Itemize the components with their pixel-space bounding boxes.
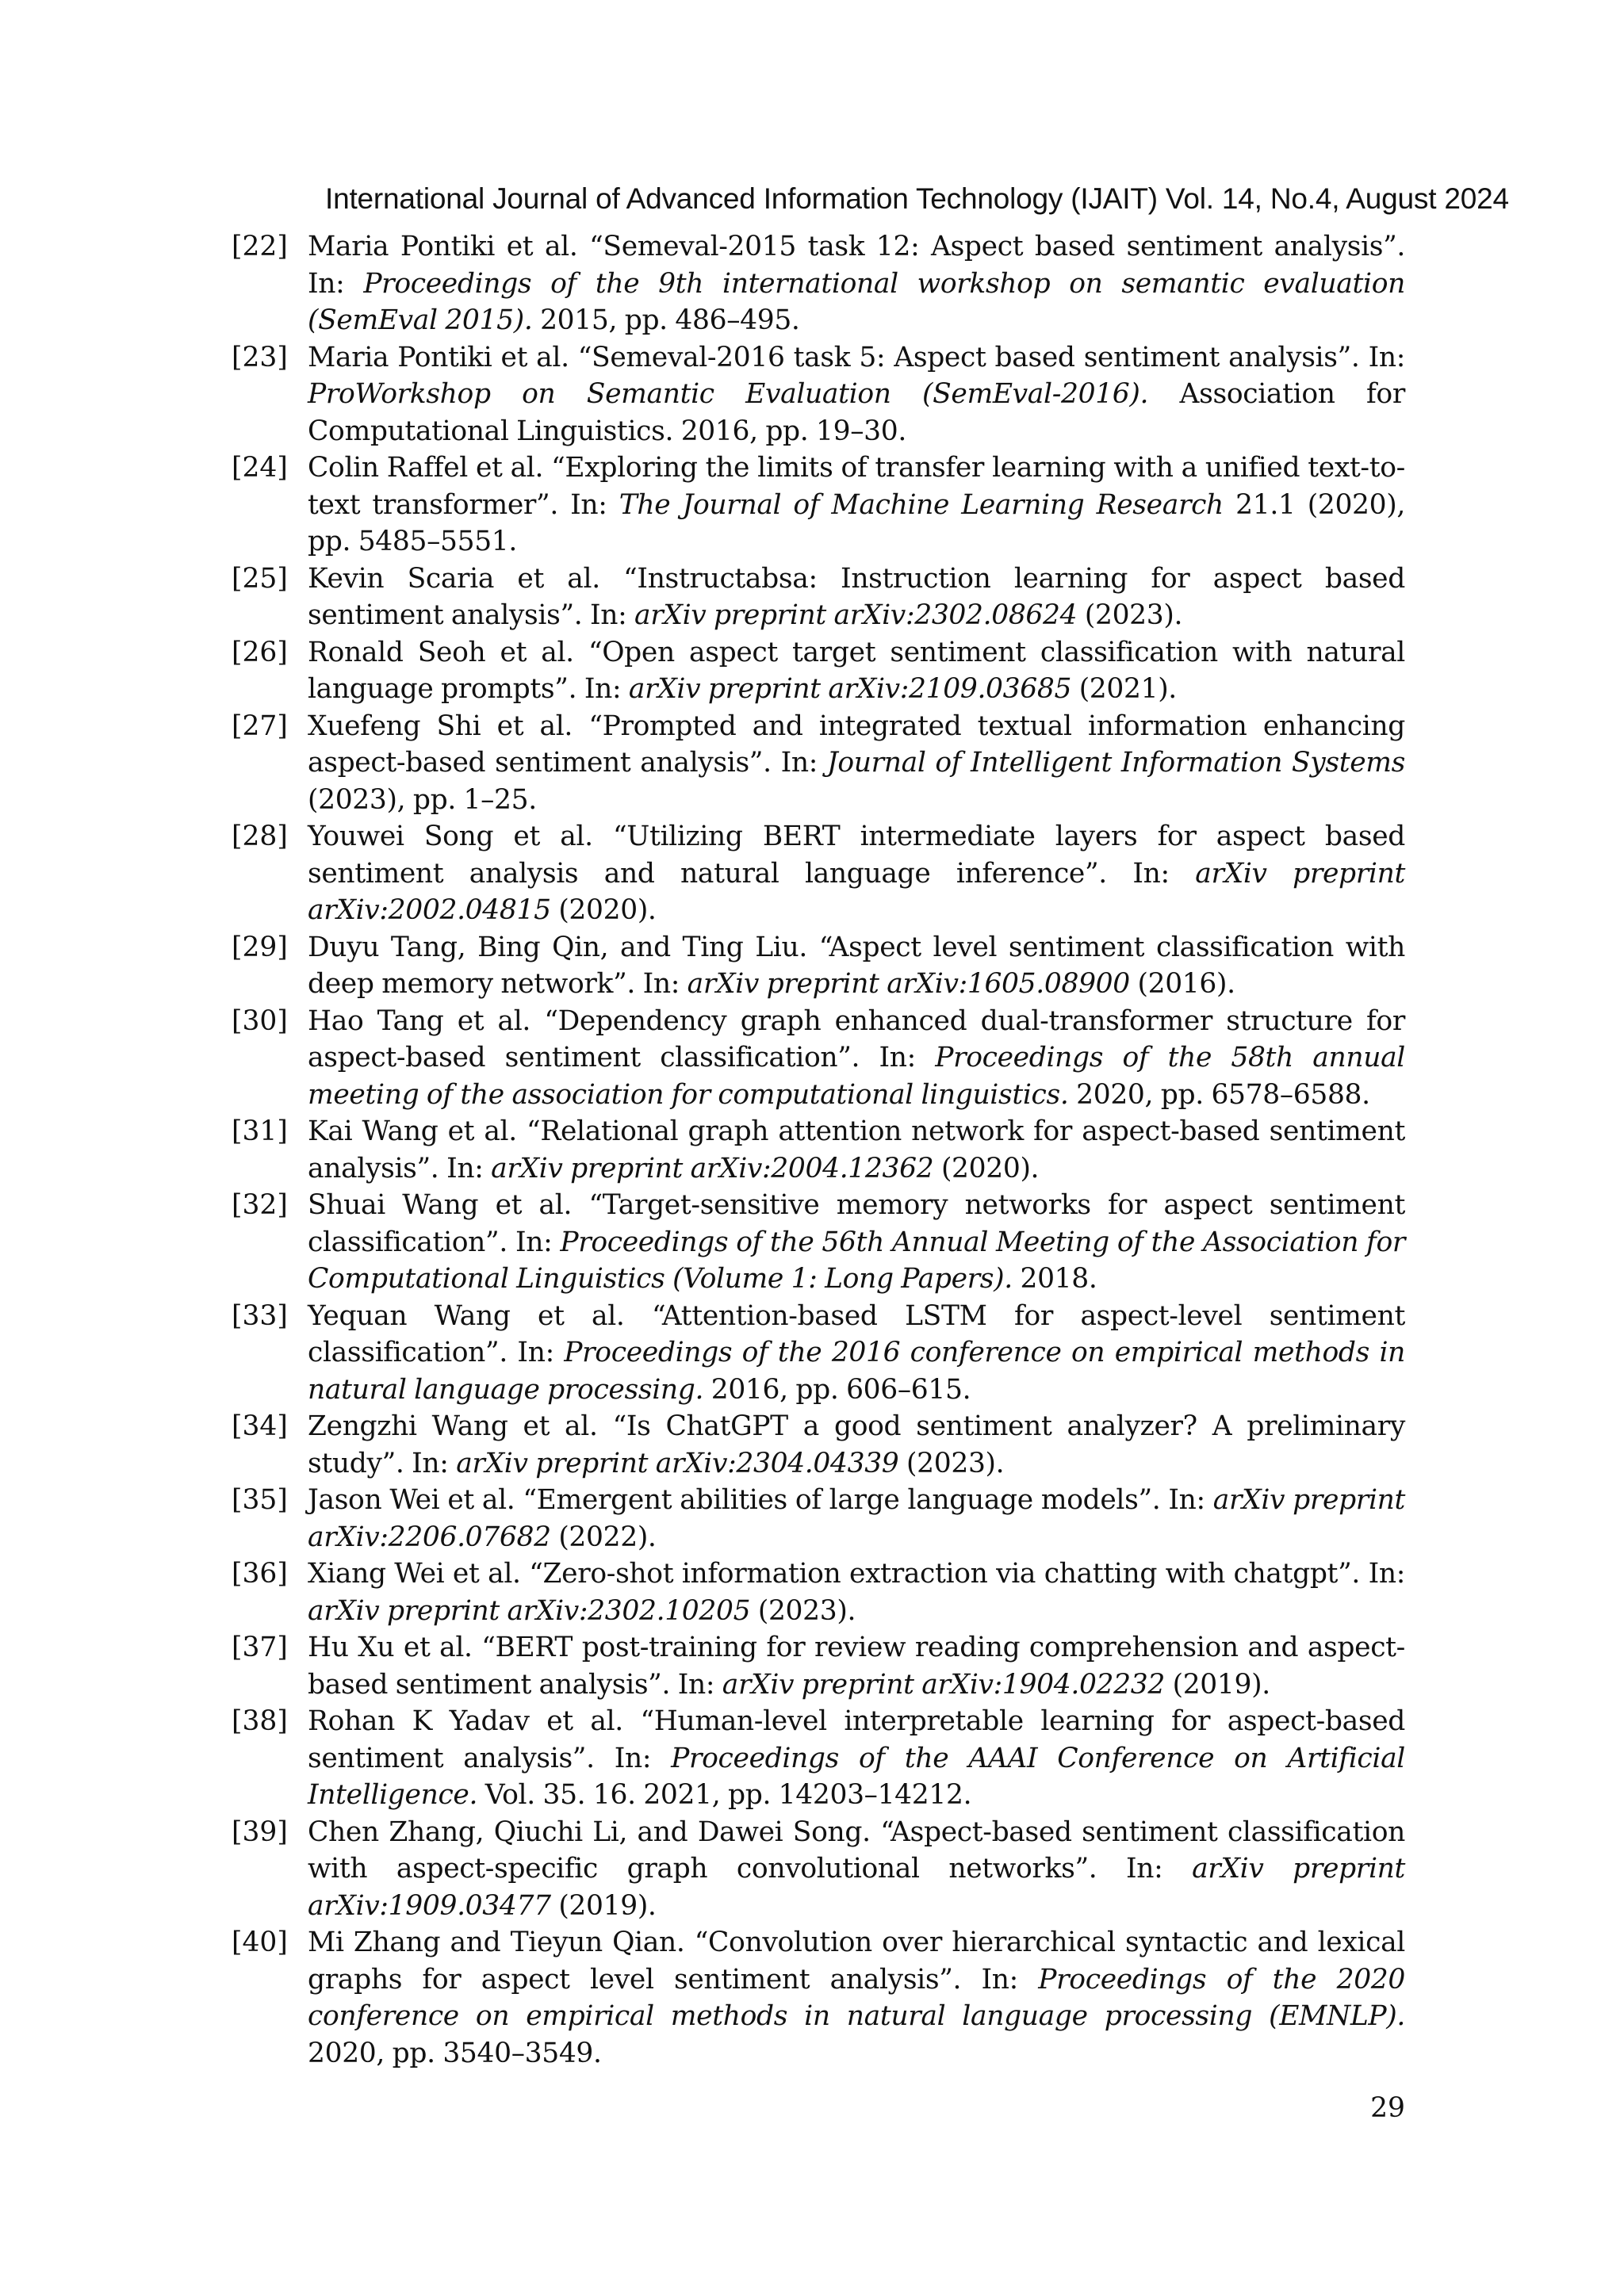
reference-in-label: In: <box>515 1226 553 1258</box>
reference-in-label: In: <box>412 1447 449 1479</box>
reference-venue: arXiv preprint arXiv:2302.08624 <box>634 599 1078 631</box>
reference-authors: Zengzhi Wang et al. <box>308 1410 598 1442</box>
reference-number: [36] <box>232 1558 288 1590</box>
reference-item <box>232 1003 1405 1114</box>
reference-venue: ProWorkshop on Semantic Evaluation (SemEval-2016). <box>308 378 1149 410</box>
reference-in-label: In: <box>642 968 680 1000</box>
reference-text <box>308 818 1405 929</box>
reference-number: [39] <box>232 1816 288 1848</box>
reference-item <box>232 228 1405 339</box>
reference-in-label: In: <box>614 1742 652 1774</box>
reference-authors: Xuefeng Shi et al. <box>308 710 573 742</box>
reference-title: “Utilizing BERT intermediate layers for aspect based sentiment analysis and natural language inference”. <box>308 821 1405 890</box>
reference-in-label: In: <box>308 267 345 300</box>
reference-venue: arXiv preprint arXiv:2109.03685 <box>628 673 1072 705</box>
reference-venue: Proceedings of the 2016 conference on empirical methods in natural language processing. <box>308 1337 1406 1406</box>
reference-title: “Target-sensitive memory networks for aspect sentiment classification”. <box>308 1189 1406 1258</box>
reference-title: “Attention-based LSTM for aspect-level sentiment classification”. <box>308 1299 1406 1368</box>
reference-title: “Semeval-2015 task 12: Aspect based sentiment analysis”. <box>589 231 1406 262</box>
reference-details: (2019). <box>558 1889 657 1922</box>
reference-item <box>232 1298 1405 1409</box>
reference-text <box>308 339 1405 450</box>
reference-number: [31] <box>232 1115 288 1147</box>
reference-authors: Hu Xu et al. <box>308 1632 473 1663</box>
reference-item <box>232 339 1405 450</box>
reference-item <box>232 1187 1405 1298</box>
reference-title: “Convolution over hierarchical syntactic and lexical graphs for aspect level sentiment analysis”. <box>308 1927 1405 1996</box>
reference-number: [28] <box>232 821 288 852</box>
reference-details: (2020). <box>558 894 657 926</box>
reference-in-label: In: <box>677 1668 715 1701</box>
reference-text <box>308 228 1405 339</box>
reference-venue: arXiv preprint arXiv:1904.02232 <box>722 1668 1165 1701</box>
running-header: International Journal of Advanced Information Technology (IJAIT) Vol. 14, No.4, August 2024 <box>325 182 1509 215</box>
reference-item <box>232 818 1405 929</box>
reference-details: (2022). <box>558 1521 657 1553</box>
reference-text <box>308 1187 1405 1298</box>
reference-in-label: In: <box>584 673 622 705</box>
reference-details: Association for Computational Linguistics. 2016, pp. 19–30. <box>308 378 1405 447</box>
reference-text <box>308 1298 1405 1409</box>
reference-item <box>232 1629 1405 1703</box>
reference-authors: Chen Zhang, Qiuchi Li, and Dawei Song. <box>308 1816 871 1848</box>
reference-venue: arXiv preprint arXiv:2304.04339 <box>456 1447 899 1479</box>
reference-venue: Proceedings of the 9th international workshop on semantic evaluation (SemEval 2015). <box>308 267 1405 336</box>
reference-venue: arXiv preprint arXiv:2004.12362 <box>491 1152 934 1184</box>
reference-title: “Relational graph attention network for aspect-based sentiment analysis”. <box>308 1115 1405 1184</box>
reference-authors: Hao Tang et al. <box>308 1004 531 1037</box>
reference-text <box>308 1556 1405 1629</box>
reference-number: [38] <box>232 1705 288 1737</box>
reference-title: “Prompted and integrated textual information enhancing aspect-based sentiment analysis”. <box>308 710 1405 779</box>
reference-title: “Zero-shot information extraction via chatting with chatgpt”. <box>529 1558 1360 1590</box>
reference-text <box>308 708 1405 819</box>
reference-venue: arXiv preprint arXiv:2206.07682 <box>308 1484 1406 1553</box>
reference-details: Vol. 35. 16. 2021, pp. 14203–14212. <box>485 1779 972 1811</box>
reference-venue: arXiv preprint arXiv:2002.04815 <box>308 857 1406 926</box>
reference-number: [29] <box>232 931 288 963</box>
reference-details: 2015, pp. 486–495. <box>540 304 800 336</box>
reference-authors: Colin Raffel et al. <box>308 452 544 484</box>
reference-title: “Is ChatGPT a good sentiment analyzer? A preliminary study”. <box>308 1410 1406 1479</box>
reference-text <box>308 1003 1405 1114</box>
reference-list <box>232 228 1405 2072</box>
reference-title: “Instructabsa: Instruction learning for aspect based sentiment analysis”. <box>308 562 1405 631</box>
reference-authors: Kai Wang et al. <box>308 1115 517 1147</box>
reference-item <box>232 1703 1405 1814</box>
reference-venue: Proceedings of the AAAI Conference on Artificial Intelligence. <box>308 1742 1405 1811</box>
reference-authors: Youwei Song et al. <box>308 821 593 852</box>
reference-details: (2019). <box>1172 1668 1270 1701</box>
reference-in-label: In: <box>1126 1853 1163 1885</box>
reference-item <box>232 1814 1405 1925</box>
reference-authors: Maria Pontiki et al. <box>308 341 569 373</box>
reference-details: (2021). <box>1078 673 1177 705</box>
reference-text <box>308 1113 1405 1187</box>
reference-authors: Yequan Wang et al. <box>308 1299 625 1332</box>
reference-title: “Emergent abilities of large language models”. <box>523 1484 1161 1516</box>
reference-authors: Xiang Wei et al. <box>308 1558 521 1590</box>
reference-in-label: In: <box>1368 1558 1405 1590</box>
reference-details: 2020, pp. 3540–3549. <box>308 2037 602 2069</box>
reference-number: [37] <box>232 1632 288 1663</box>
reference-item <box>232 1924 1405 2072</box>
reference-title: “Semeval-2016 task 5: Aspect based sentiment analysis”. <box>577 341 1360 373</box>
reference-number: [30] <box>232 1004 288 1037</box>
reference-details: 2016, pp. 606–615. <box>710 1373 971 1406</box>
reference-item <box>232 1482 1405 1556</box>
reference-text <box>308 1408 1405 1482</box>
reference-venue: Journal of Intelligent Information Systems <box>826 747 1405 779</box>
reference-item <box>232 708 1405 819</box>
reference-details: 2020, pp. 6578–6588. <box>1076 1078 1370 1111</box>
reference-item <box>232 1408 1405 1482</box>
reference-authors: Shuai Wang et al. <box>308 1189 573 1221</box>
reference-text <box>308 1482 1405 1556</box>
reference-authors: Kevin Scaria et al. <box>308 562 600 595</box>
reference-item <box>232 450 1405 561</box>
reference-number: [23] <box>232 341 288 373</box>
reference-venue: arXiv preprint arXiv:1605.08900 <box>687 968 1130 1000</box>
reference-details: (2023). <box>1084 599 1183 631</box>
reference-authors: Ronald Seoh et al. <box>308 636 574 668</box>
reference-venue: arXiv preprint arXiv:1909.03477 <box>308 1853 1406 1922</box>
reference-text <box>308 1703 1405 1814</box>
reference-text <box>308 1814 1405 1925</box>
reference-number: [32] <box>232 1189 288 1221</box>
reference-authors: Jason Wei et al. <box>308 1484 515 1516</box>
reference-text <box>308 1629 1405 1703</box>
reference-authors: Rohan K Yadav et al. <box>308 1705 623 1737</box>
reference-authors: Duyu Tang, Bing Qin, and Ting Liu. <box>308 931 807 963</box>
reference-title: “Open aspect target sentiment classification with natural language prompts”. <box>308 636 1405 705</box>
reference-title: “Aspect-based sentiment classification with aspect-specific graph convolutional networks”. <box>308 1816 1405 1885</box>
reference-text <box>308 561 1405 634</box>
reference-in-label: In: <box>446 1152 484 1184</box>
reference-item <box>232 561 1405 634</box>
reference-in-label: In: <box>1368 341 1405 373</box>
reference-authors: Mi Zhang and Tieyun Qian. <box>308 1927 685 1958</box>
reference-number: [22] <box>232 231 288 262</box>
reference-number: [24] <box>232 452 288 484</box>
reference-item <box>232 634 1405 708</box>
reference-details: (2020). <box>940 1152 1040 1184</box>
reference-in-label: In: <box>589 599 627 631</box>
reference-number: [34] <box>232 1410 288 1442</box>
reference-title: “Dependency graph enhanced dual-transformer structure for aspect-based sentiment classification”. <box>308 1004 1405 1073</box>
page-number: 29 <box>1370 2092 1405 2124</box>
reference-text <box>308 450 1405 561</box>
reference-details: 2018. <box>1020 1263 1097 1295</box>
reference-in-label: In: <box>1132 857 1170 890</box>
reference-details: 21.1 (2020), pp. 5485–5551. <box>308 488 1405 557</box>
reference-text <box>308 1924 1405 2072</box>
reference-item <box>232 1113 1405 1187</box>
reference-in-label: In: <box>570 488 607 521</box>
reference-number: [33] <box>232 1299 288 1332</box>
reference-text <box>308 634 1405 708</box>
reference-text <box>308 929 1405 1003</box>
reference-title: “BERT post-training for review reading comprehension and aspect-based sentiment analysis”. <box>308 1632 1405 1701</box>
reference-venue: arXiv preprint arXiv:2302.10205 <box>308 1594 751 1627</box>
reference-details: (2023), pp. 1–25. <box>308 783 537 816</box>
reference-venue: The Journal of Machine Learning Research <box>619 488 1224 521</box>
reference-details: (2016). <box>1137 968 1235 1000</box>
reference-details: (2023). <box>757 1594 856 1627</box>
reference-authors: Maria Pontiki et al. <box>308 231 578 262</box>
reference-number: [40] <box>232 1927 288 1958</box>
reference-title: “Aspect level sentiment classification with deep memory network”. <box>308 931 1405 1000</box>
reference-in-label: In: <box>780 747 818 779</box>
reference-title: “Human-level interpretable learning for aspect-based sentiment analysis”. <box>308 1705 1405 1774</box>
reference-title: “Exploring the limits of transfer learning with a unified text-to-text transformer”. <box>308 452 1405 521</box>
reference-in-label: In: <box>517 1337 554 1368</box>
reference-item <box>232 929 1405 1003</box>
reference-venue: Proceedings of the 56th Annual Meeting of the Association for Computational Linguistics (Volume 1: Long Papers). <box>308 1226 1406 1295</box>
reference-item <box>232 1556 1405 1629</box>
reference-details: (2023). <box>906 1447 1005 1479</box>
reference-number: [26] <box>232 636 288 668</box>
reference-in-label: In: <box>981 1963 1018 1996</box>
reference-number: [35] <box>232 1484 288 1516</box>
reference-number: [25] <box>232 562 288 595</box>
reference-in-label: In: <box>879 1042 916 1073</box>
reference-venue: Proceedings of the 2020 conference on empirical methods in natural language processing (EMNLP). <box>308 1963 1406 2032</box>
reference-venue: Proceedings of the 58th annual meeting of the association for computational linguistics. <box>308 1042 1405 1111</box>
reference-in-label: In: <box>1168 1484 1205 1516</box>
reference-number: [27] <box>232 710 288 742</box>
